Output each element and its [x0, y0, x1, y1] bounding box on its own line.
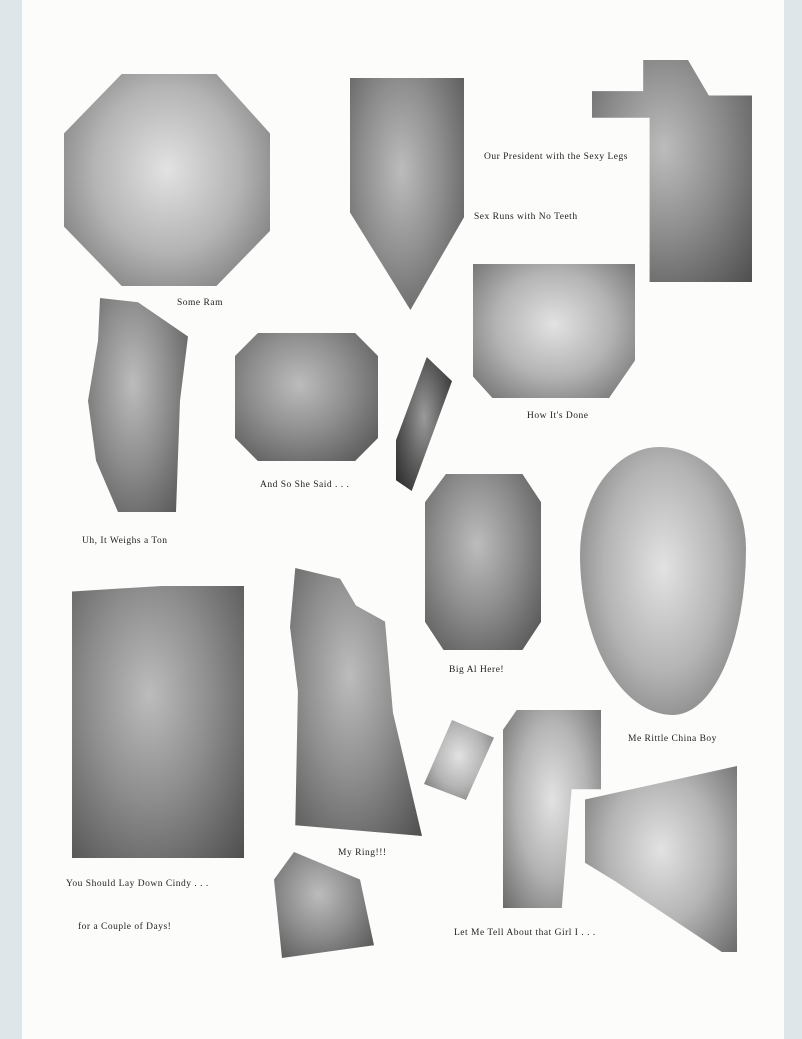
photo-president-legs: [592, 60, 752, 282]
photo-big-al: [425, 474, 541, 650]
caption-sex-runs: Sex Runs with No Teeth: [474, 212, 578, 222]
photo-basketball-girl: [88, 298, 188, 512]
photo-china-boy: [580, 447, 746, 715]
caption-couple-days: for a Couple of Days!: [78, 922, 172, 932]
photo-cindy: [72, 586, 244, 858]
photo-small-face: [274, 852, 374, 958]
caption-how-done: How It's Done: [527, 411, 589, 421]
caption-my-ring: My Ring!!!: [338, 848, 387, 858]
photo-sliver: [396, 357, 452, 491]
caption-president: Our President with the Sexy Legs: [484, 152, 628, 162]
photo-my-ring: [290, 568, 422, 836]
photo-smiling-boy: [350, 78, 464, 310]
yearbook-page: [22, 0, 784, 1039]
caption-lay-down: You Should Lay Down Cindy . . .: [66, 879, 209, 889]
caption-big-al: Big Al Here!: [449, 665, 505, 675]
caption-weighs-ton: Uh, It Weighs a Ton: [82, 536, 168, 546]
caption-china-boy: Me Rittle China Boy: [628, 734, 717, 744]
caption-some-ram: Some Ram: [177, 298, 223, 308]
photo-two-girls: [235, 333, 378, 461]
photo-some-ram: [64, 74, 270, 286]
caption-so-she-said: And So She Said . . .: [260, 480, 350, 490]
caption-tell-girl: Let Me Tell About that Girl I . . .: [454, 928, 596, 938]
photo-ring-closeup: [424, 720, 494, 800]
photo-hamster: [473, 264, 635, 398]
photo-train: [585, 766, 737, 952]
